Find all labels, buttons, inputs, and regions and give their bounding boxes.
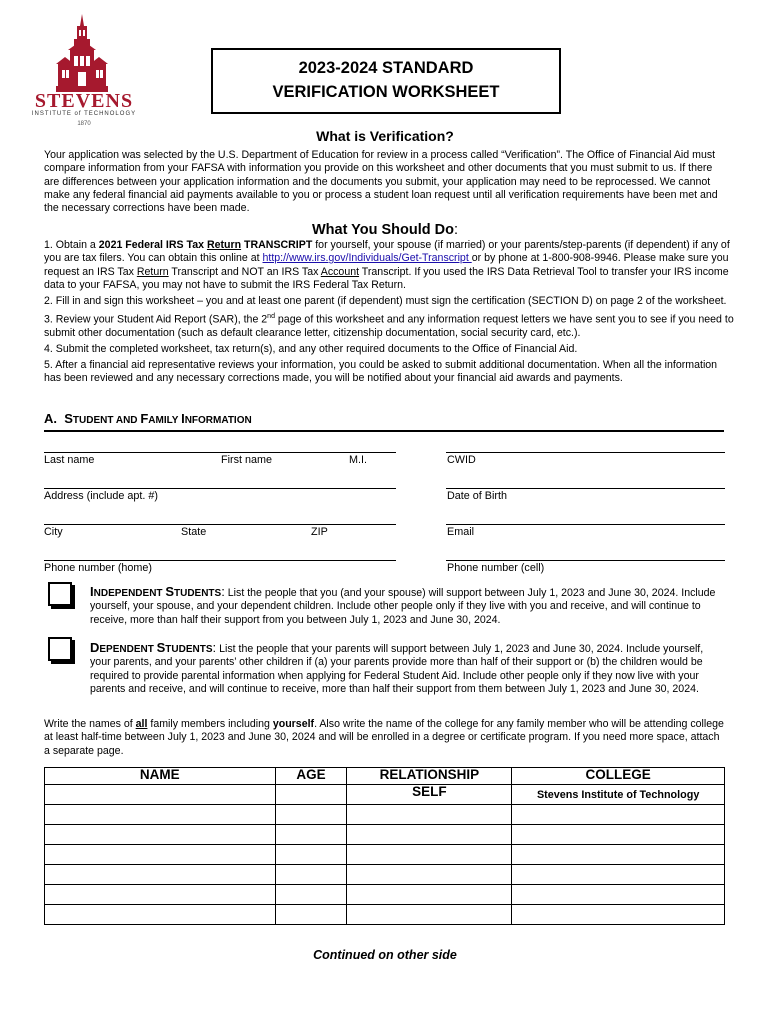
title-line-2: VERIFICATION WORKSHEET bbox=[272, 83, 500, 101]
college-cell[interactable] bbox=[512, 805, 725, 825]
col-header-college: COLLEGE bbox=[512, 768, 725, 785]
college-cell[interactable] bbox=[512, 865, 725, 885]
independent-students-text: INDEPENDENT STUDENTS: List the people that you (and your spouse) will support between July 1, 2023 and June 30, 2024. Include yourself, your spouse, and your dependent children. Include other people only if they live with you and receive, and will continue to receive, more than half their support from you between July 1, 2023 and June 30, 2024. bbox=[90, 584, 716, 626]
college-cell[interactable] bbox=[512, 825, 725, 845]
age-cell[interactable] bbox=[275, 805, 347, 825]
dependent-checkbox[interactable] bbox=[48, 637, 72, 661]
verification-text: Your application was selected by the U.S. Department of Education for review in a process called “Verification”. The Office of Financial Aid must compare information from your FAFSA with information you provide on this worksheet and other documents that you must submit to us. If there are differences between your application information and the documents you submit, your application may need to be reprocessed. We cannot make any federal financial aid payments available to you or process a student loan request until all verification requirements have been met and the necessary corrections have been made. bbox=[44, 149, 718, 215]
table-row bbox=[45, 825, 725, 845]
college-cell[interactable] bbox=[512, 905, 725, 925]
mi-label: M.I. bbox=[349, 454, 367, 466]
name-line[interactable] bbox=[44, 452, 396, 453]
step-1: 1. Obtain a 2021 Federal IRS Tax Return TRANSCRIPT for yourself, your spouse (if married) or your parents/step-parents (if dependent) if any of you are tax filers. You can obtain this online at http://www.irs.gov/Individuals/Get-Transcript or by phone at 1-800-908-9946. Please make sure you request an IRS Tax Return Transcript and NOT an IRS Tax Account Transcript. If you used the IRS Data Retrieval Tool to transfer your IRS income data to your FAFSA, you may not have to submit the IRS Federal Tax Return. bbox=[44, 239, 730, 291]
dob-line[interactable] bbox=[446, 488, 725, 489]
age-cell[interactable] bbox=[275, 785, 347, 805]
address-label: Address (include apt. #) bbox=[44, 490, 159, 502]
table-row bbox=[45, 885, 725, 905]
relationship-cell: SELF bbox=[347, 785, 512, 805]
phone-home-label: Phone number (home) bbox=[44, 562, 153, 574]
building-tower-icon bbox=[32, 12, 136, 96]
relationship-cell[interactable] bbox=[347, 805, 512, 825]
col-header-name: NAME bbox=[45, 768, 276, 785]
name-cell[interactable] bbox=[45, 885, 276, 905]
todo-heading bbox=[0, 222, 770, 238]
name-cell[interactable] bbox=[45, 805, 276, 825]
family-instructions: Write the names of all family members including yourself. Also write the name of the college for any family member who will be attending college at least half-time between July 1, 2023 and June 30, 2024 and will be enrolled in a degree or certificate program. If you need more space, attach a separate page. bbox=[44, 718, 724, 757]
relationship-cell[interactable] bbox=[347, 825, 512, 845]
relationship-cell[interactable] bbox=[347, 845, 512, 865]
worksheet-title-box bbox=[211, 48, 561, 114]
logo-wordmark: STEVENS bbox=[34, 90, 134, 112]
name-cell[interactable] bbox=[45, 905, 276, 925]
verification-heading: What is Verification? bbox=[316, 128, 454, 144]
logo-year: 1870 bbox=[77, 121, 91, 127]
dependent-students-text: DEPENDENT STUDENTS: List the people that your parents will support between July 1, 2023 and June 30, 2024. Include yourself, your parents, and your parents’ other children if (a) your parents provide more than half of their support or (b) the children would be required to provide parental information when applying for Federal Student Aid. Include other people only if they now live with your parents and receive, and will continue to receive, more than half their support from them between July 1, 2023 and June 30, 2024. bbox=[90, 640, 704, 695]
city-label: City bbox=[44, 526, 63, 538]
phone-cell-line[interactable] bbox=[446, 560, 725, 561]
email-label: Email bbox=[447, 526, 474, 538]
age-cell[interactable] bbox=[275, 845, 347, 865]
name-cell[interactable] bbox=[45, 785, 276, 805]
table-row bbox=[45, 785, 725, 805]
family-members-table bbox=[44, 767, 725, 925]
college-cell[interactable] bbox=[512, 845, 725, 865]
name-cell[interactable] bbox=[45, 845, 276, 865]
step-5: 5. After a financial aid representative reviews your information, you could be asked to submit additional documentation. When all the information has been reviewed and any necessary corrections made, you will be notified about your financial aid awards and payments. bbox=[44, 358, 718, 385]
name-cell[interactable] bbox=[45, 865, 276, 885]
city-state-zip-line[interactable] bbox=[44, 524, 396, 525]
email-line[interactable] bbox=[446, 524, 725, 525]
todo-heading-text: What You Should Do bbox=[311, 222, 454, 238]
col-header-relationship: RELATIONSHIP bbox=[347, 768, 512, 785]
college-cell[interactable] bbox=[512, 885, 725, 905]
phone-home-line[interactable] bbox=[44, 560, 396, 561]
name-cell[interactable] bbox=[45, 825, 276, 845]
zip-label: ZIP bbox=[311, 526, 328, 538]
table-row bbox=[45, 905, 725, 925]
col-header-age: AGE bbox=[275, 768, 347, 785]
step-3: 3. Review your Student Aid Report (SAR), the 2nd page of this worksheet and any information request letters we have sent you to see if you need to submit other documentation (such as default clearance letter, citizenship documentation, social security card, etc.). bbox=[44, 313, 734, 340]
relationship-cell[interactable] bbox=[347, 865, 512, 885]
step-2: 2. Fill in and sign this worksheet – you and at least one parent (if dependent) must sign the certification (SECTION D) on page 2 of the worksheet. bbox=[44, 294, 727, 307]
phone-cell-label: Phone number (cell) bbox=[447, 562, 545, 574]
irs-transcript-link[interactable]: http://www.irs.gov/Individuals/Get-Transcript bbox=[262, 252, 472, 265]
title-line-1: 2023-2024 STANDARD bbox=[298, 59, 474, 77]
dob-label: Date of Birth bbox=[447, 490, 508, 502]
step-4: 4. Submit the completed worksheet, tax return(s), and any other required documents to the Office of Financial Aid. bbox=[44, 343, 578, 356]
last-name-label: Last name bbox=[44, 454, 95, 466]
age-cell[interactable] bbox=[275, 885, 347, 905]
todo-steps bbox=[44, 239, 734, 388]
age-cell[interactable] bbox=[275, 865, 347, 885]
relationship-cell[interactable] bbox=[347, 885, 512, 905]
cwid-label: CWID bbox=[447, 454, 476, 466]
college-cell: Stevens Institute of Technology bbox=[512, 785, 725, 805]
state-label: State bbox=[181, 526, 207, 538]
continued-footer: Continued on other side bbox=[313, 948, 457, 962]
section-a-title: A. STUDENT AND FAMILY INFORMATION bbox=[44, 411, 252, 426]
logo-subtitle: INSTITUTE of TECHNOLOGY bbox=[31, 111, 137, 117]
address-line[interactable] bbox=[44, 488, 396, 489]
age-cell[interactable] bbox=[275, 825, 347, 845]
todo-heading-colon: : bbox=[454, 222, 459, 238]
independent-checkbox[interactable] bbox=[48, 582, 72, 606]
section-a-header bbox=[44, 410, 724, 432]
cwid-line[interactable] bbox=[446, 452, 725, 453]
relationship-cell[interactable] bbox=[347, 905, 512, 925]
table-row bbox=[45, 845, 725, 865]
age-cell[interactable] bbox=[275, 905, 347, 925]
first-name-label: First name bbox=[221, 454, 272, 466]
table-row bbox=[45, 865, 725, 885]
table-row bbox=[45, 805, 725, 825]
